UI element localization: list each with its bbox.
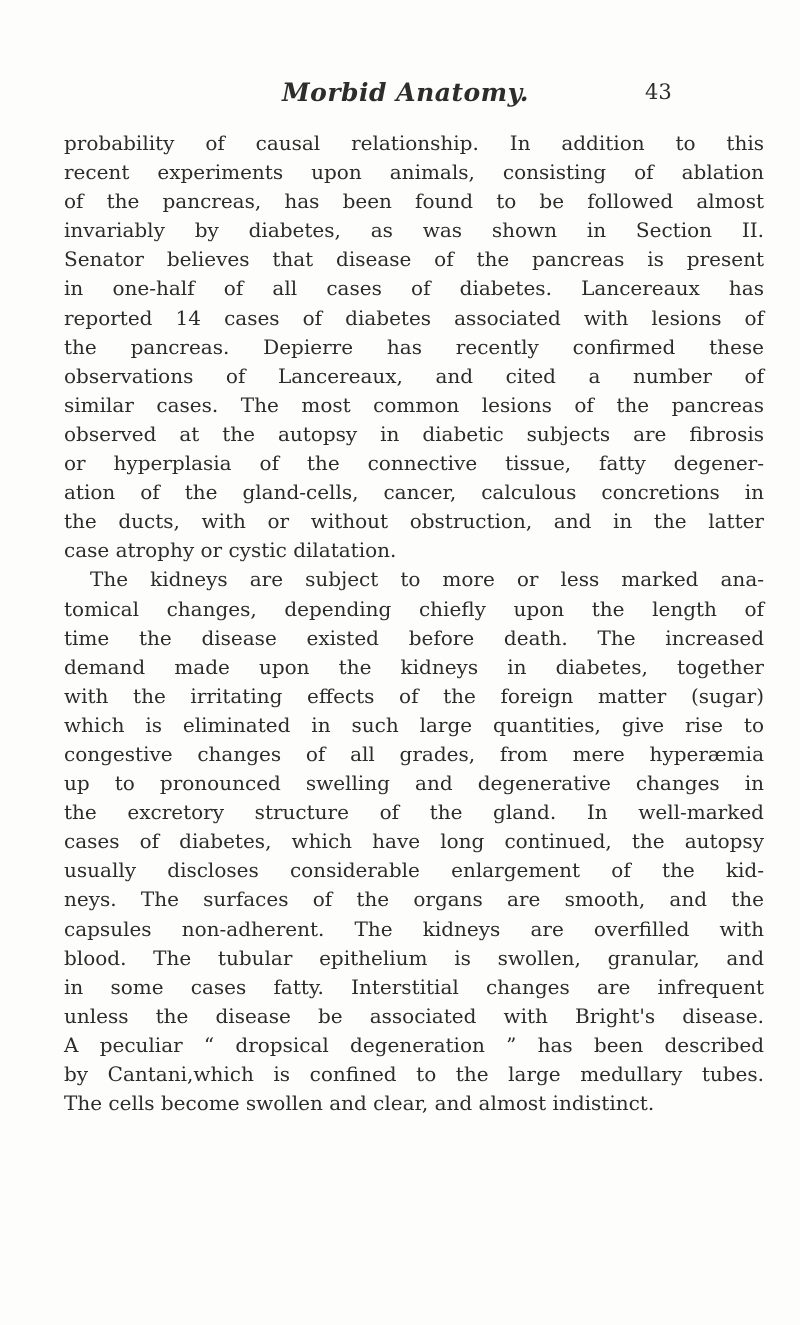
text-line: probability of causal relationship. In addition to this (64, 131, 764, 155)
text-line: ation of the gland-cells, cancer, calculous concretions in (64, 480, 764, 505)
text-line: The kidneys are subject to more or less marked ana- (90, 567, 764, 592)
text-line: time the disease existed before death. The increased (64, 625, 764, 650)
text-line: or hyperplasia of the connective tissue, fatty degener- (64, 451, 764, 476)
text-line: blood. The tubular epithelium is swollen, granular, and (64, 945, 764, 970)
text-line: cases of diabetes, which have long continued, the autopsy (64, 829, 764, 854)
text-line: observations of Lancereaux, and cited a number of (64, 363, 764, 388)
text-line: tomical changes, depending chiefly upon the length of (64, 596, 764, 621)
text-line: reported 14 cases of diabetes associated with lesions of (64, 305, 764, 330)
text-line: the excretory structure of the gland. In well-marked (64, 800, 764, 825)
text-line: capsules non-adherent. The kidneys are overfilled with (64, 916, 764, 941)
text-line: the ducts, with or without obstruction, and in the latter (64, 509, 764, 534)
text-line: which is eliminated in such large quantities, give rise to (64, 712, 764, 737)
text-line: usually discloses considerable enlargement of the kid- (64, 858, 764, 883)
text-line: congestive changes of all grades, from mere hyperæmia (64, 741, 764, 766)
text-line: in one-half of all cases of diabetes. Lancereaux has (64, 276, 764, 301)
text-line: up to pronounced swelling and degenerative changes in (64, 771, 764, 796)
text-line: the pancreas. Depierre has recently confirmed these (64, 334, 764, 359)
text-line: A peculiar “ dropsical degeneration ” has been described (64, 1032, 764, 1057)
page-number: 43 (645, 80, 672, 104)
text-line: recent experiments upon animals, consisting of ablation (64, 160, 764, 185)
body-text (64, 129, 764, 1118)
text-line: case atrophy or cystic dilatation. (64, 538, 397, 563)
text-line: in some cases fatty. Interstitial changes are infrequent (64, 974, 764, 999)
text-line: The cells become swollen and clear, and almost indistinct. (64, 1091, 655, 1116)
text-line: by Cantani,which is confined to the large medullary tubes. (64, 1062, 764, 1086)
text-line: observed at the autopsy in diabetic subjects are fibrosis (64, 421, 764, 446)
running-title: Morbid Anatomy. (282, 78, 529, 107)
text-line: similar cases. The most common lesions of the pancreas (64, 392, 764, 417)
text-line: neys. The surfaces of the organs are smooth, and the (64, 887, 764, 912)
text-line: unless the disease be associated with Bright's disease. (64, 1003, 764, 1028)
text-line: invariably by diabetes, as was shown in Section II. (64, 218, 764, 243)
text-line: with the irritating effects of the foreign matter (sugar) (64, 683, 764, 708)
text-line: of the pancreas, has been found to be followed almost (64, 189, 764, 214)
text-line: Senator believes that disease of the pancreas is present (64, 247, 764, 272)
text-line: demand made upon the kidneys in diabetes, together (64, 654, 764, 679)
